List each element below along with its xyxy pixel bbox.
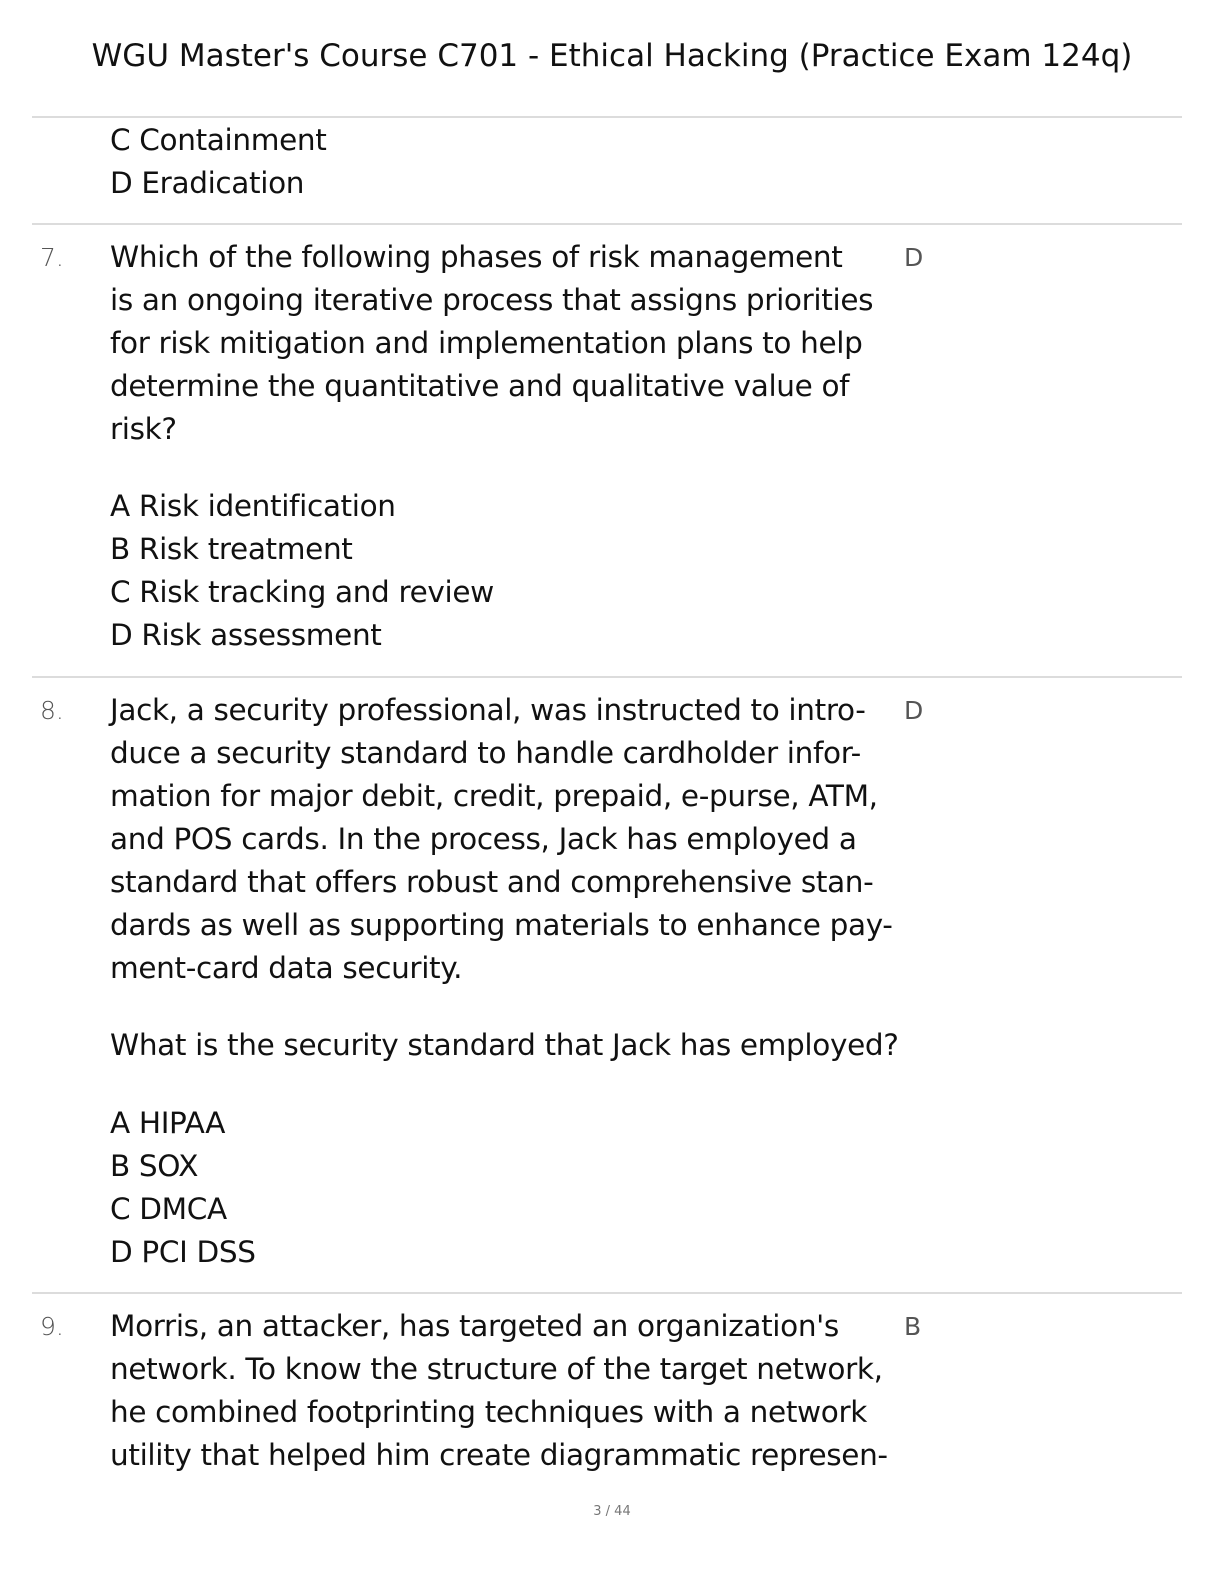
question-line: network. To know the structure of the target network, [110,1352,883,1386]
question-line: for risk mitigation and implementation plans to help [110,326,863,360]
question-line: ment-card data security. [110,951,463,985]
answer-key: D [904,696,924,725]
question-text [110,236,900,451]
answer-options [110,485,900,657]
question-line: determine the quantitative and qualitative value of [110,369,850,403]
question-line: he combined footprinting techniques with a network [110,1395,868,1429]
question-line: Jack, a security professional, was instructed to intro- [110,693,866,727]
option-a: A Risk identification [110,489,396,523]
question-line: Which of the following phases of risk management [110,240,843,274]
option-d: D Eradication [110,166,305,200]
page-title: WGU Master's Course C701 - Ethical Hacking (Practice Exam 124q) [91,38,1133,74]
question-line: is an ongoing iterative process that assigns priorities [110,283,874,317]
option-b: B SOX [110,1149,199,1183]
question-line: standard that offers robust and comprehensive stan- [110,865,874,899]
option-c: C DMCA [110,1192,227,1226]
question-line: utility that helped him create diagrammatic represen- [110,1438,888,1472]
question-prompt: What is the security standard that Jack has employed? [110,1028,899,1062]
question-number: 7. [40,243,64,272]
question-line: Morris, an attacker, has targeted an organization's [110,1309,839,1343]
question-line: and POS cards. In the process, Jack has employed a [110,822,857,856]
answer-key: D [904,243,924,272]
question-text [110,1305,900,1477]
option-d: D Risk assessment [110,618,382,652]
question-text [110,689,900,990]
answer-key: B [904,1312,922,1341]
option-c: C Containment [110,123,327,157]
option-c: C Risk tracking and review [110,575,494,609]
divider [32,676,1182,678]
question-line: duce a security standard to handle cardholder infor- [110,736,861,770]
page-number: 3 / 44 [593,1504,631,1519]
divider [32,1292,1182,1294]
option-b: B Risk treatment [110,532,353,566]
question-number: 9. [40,1312,64,1341]
option-d: D PCI DSS [110,1235,256,1269]
option-a: A HIPAA [110,1106,226,1140]
question-line: mation for major debit, credit, prepaid, e-purse, ATM, [110,779,878,813]
question-number: 8. [40,696,64,725]
answer-options [110,1102,900,1274]
divider [32,223,1182,225]
question-line: dards as well as supporting materials to enhance pay- [110,908,893,942]
divider [32,116,1182,118]
question-line: risk? [110,412,177,446]
